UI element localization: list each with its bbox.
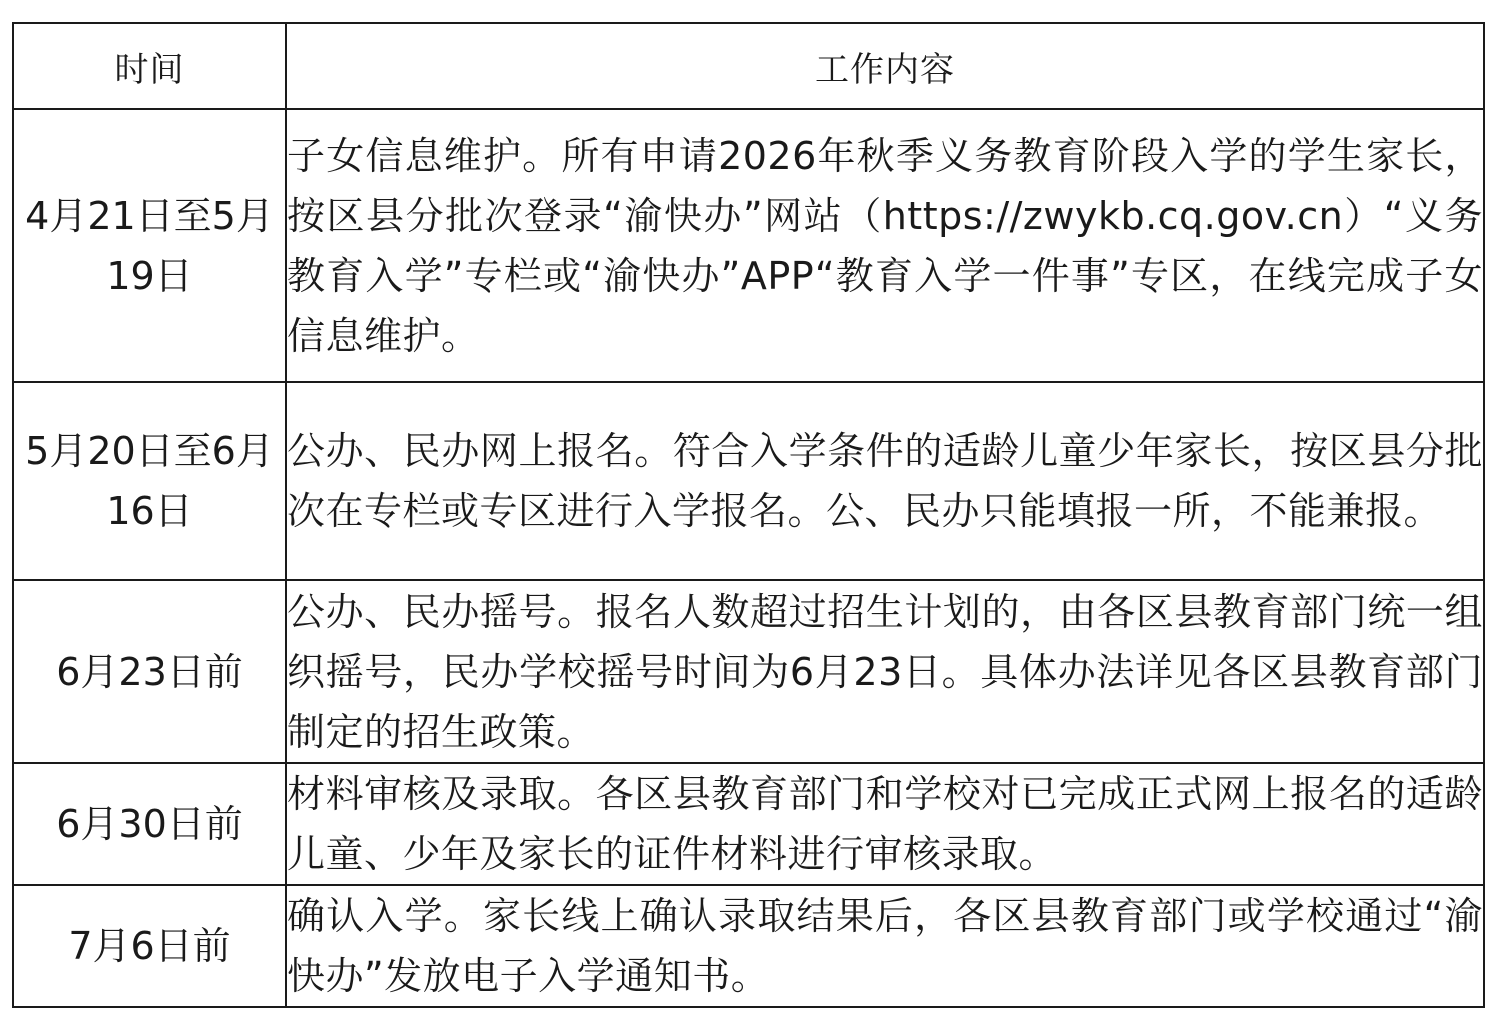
table-row <box>13 885 1484 1007</box>
row-time: 6月23日前 <box>13 580 286 763</box>
row-time: 5月20日至6月16日 <box>13 382 286 580</box>
header-content: 工作内容 <box>286 23 1484 109</box>
row-time: 4月21日至5月19日 <box>13 109 286 382</box>
row-content: 公办、民办摇号。报名人数超过招生计划的，由各区县教育部门统一组织摇号，民办学校摇号时间为6月23日。具体办法详见各区县教育部门制定的招生政策。 <box>286 580 1484 763</box>
table-row <box>13 109 1484 382</box>
table-row <box>13 580 1484 763</box>
table-row <box>13 382 1484 580</box>
table-row <box>13 763 1484 885</box>
row-content: 确认入学。家长线上确认录取结果后，各区县教育部门或学校通过“渝快办”发放电子入学通知书。 <box>286 885 1484 1007</box>
row-content: 子女信息维护。所有申请2026年秋季义务教育阶段入学的学生家长，按区县分批次登录“渝快办”网站（https://zwykb.cq.gov.cn）“义务教育入学”专栏或“渝快办”APP“教育入学一件事”专区，在线完成子女信息维护。 <box>286 109 1484 382</box>
row-content: 材料审核及录取。各区县教育部门和学校对已完成正式网上报名的适龄儿童、少年及家长的证件材料进行审核录取。 <box>286 763 1484 885</box>
row-content: 公办、民办网上报名。符合入学条件的适龄儿童少年家长，按区县分批次在专栏或专区进行入学报名。公、民办只能填报一所，不能兼报。 <box>286 382 1484 580</box>
table-header-row <box>13 23 1484 109</box>
row-time: 6月30日前 <box>13 763 286 885</box>
enrollment-schedule-table <box>12 22 1485 1008</box>
row-time: 7月6日前 <box>13 885 286 1007</box>
header-time: 时间 <box>13 23 286 109</box>
